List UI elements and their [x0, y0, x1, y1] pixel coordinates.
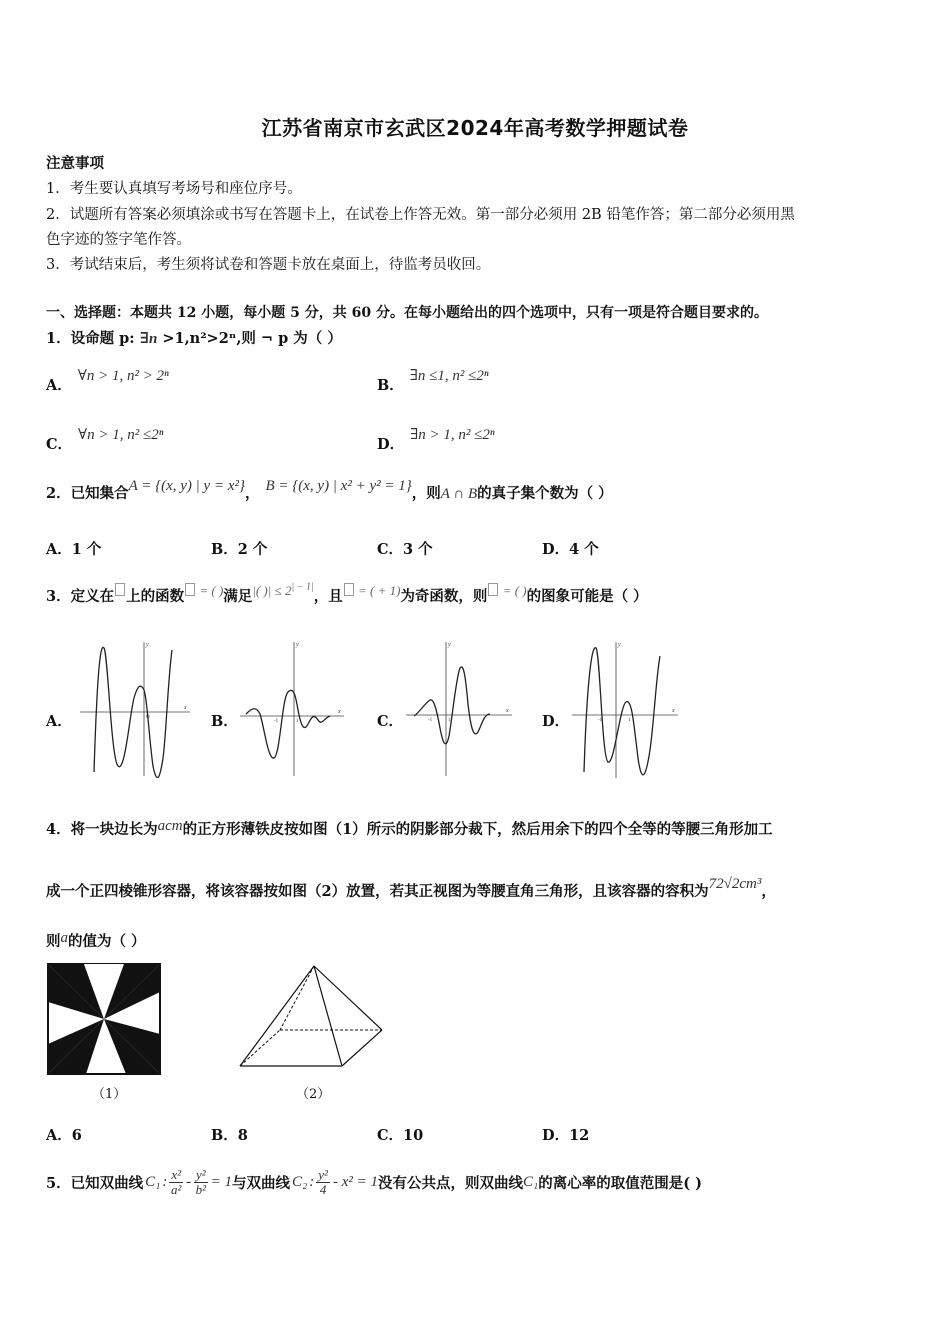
q4-line-1: 4．将一块边长为acm的正方形薄铁皮按如图（1）所示的阴影部分裁下，然后用余下的四个全等的等腰三角形加工: [46, 818, 773, 838]
q2-option-d: D．4 个: [542, 541, 599, 558]
q3-graph-a: [78, 638, 196, 778]
q4-figure-1: [46, 962, 162, 1076]
q3-stem: 3．定义在 上的函数 = ( )满足$^{|( )| \le 2^{| - 1|}}$，且 $^{= ( + 1)}$为奇函数，则 = ( )的图象可能是（ ）: [46, 581, 648, 605]
q4-figure-2-caption: （2）: [296, 1087, 331, 1102]
q1-option-c: C．∀n > 1, n² ≤2ⁿ: [46, 427, 164, 453]
q4-option-d: D．12: [542, 1127, 590, 1144]
svg-text:x: x: [672, 708, 675, 714]
svg-text:-1: -1: [598, 718, 603, 723]
q4-line-2: 成一个正四棱锥形容器，将该容器按如图（2）放置，若其正视图为等腰直角三角形，且该容器的容积为72√2cm³，: [46, 876, 776, 900]
svg-text:y: y: [296, 642, 299, 648]
q3-graph-b: [238, 638, 350, 778]
svg-text:x: x: [338, 709, 341, 715]
svg-text:x: x: [506, 708, 509, 714]
q2-option-b: B．2 个: [211, 541, 268, 558]
q3-option-d: D．: [542, 713, 570, 730]
svg-text:1: 1: [628, 718, 631, 723]
q3-graph-d: [570, 638, 684, 780]
q4-option-a: A．6: [46, 1127, 82, 1144]
notice-item-2a: 2．试题所有答案必须填涂或书写在答题卡上，在试卷上作答无效。第一部分必须用 2B 铅笔作答；第二部分必须用黑: [46, 207, 795, 223]
section-heading: 一、选择题：本题共 12 小题，每小题 5 分，共 60 分。在每小题给出的四个选项中，只有一项是符合题目要求的。: [46, 305, 768, 321]
q3-option-b: B．: [211, 713, 238, 730]
svg-text:1: 1: [296, 719, 299, 724]
notice-item-1: 1．考生要认真填写考场号和座位序号。: [46, 181, 302, 197]
q2-option-c: C．3 个: [377, 541, 433, 558]
q2-option-a: A．1 个: [46, 541, 102, 558]
notice-item-3: 3．考试结束后，考生须将试卷和答题卡放在桌面上，待监考员收回。: [46, 257, 491, 273]
svg-text:-1: -1: [274, 719, 279, 724]
svg-text:1: 1: [448, 718, 451, 723]
q4-option-b: B．8: [211, 1127, 248, 1144]
q3-option-c: C．: [377, 713, 404, 730]
svg-text:y: y: [618, 642, 621, 648]
q3-graph-c: [404, 638, 518, 778]
q1-option-a: A．∀n > 1, n² > 2ⁿ: [46, 368, 169, 394]
svg-text:x: x: [184, 705, 187, 711]
q4-figure-2: [236, 962, 388, 1074]
q1-stem: 1．设命题 p: ∃n >1,n²>2ⁿ,则 ¬ p 为（ ）: [46, 330, 342, 347]
svg-text:y: y: [146, 642, 149, 648]
q4-line-3: 则a的值为（ ）: [46, 930, 146, 950]
notice-heading: 注意事项: [46, 155, 104, 172]
q2-stem: 2．已知集合A = {(x, y) | y = x²}， B = {(x, y) | x² + y² = 1}，则A ∩ B的真子集个数为（ ）: [46, 478, 613, 502]
q1-option-d: D．∃n > 1, n² ≤2ⁿ: [377, 427, 495, 453]
page-title: 江苏省南京市玄武区2024年高考数学押题试卷: [261, 116, 689, 140]
q4-figure-1-caption: （1）: [92, 1087, 127, 1102]
svg-text:-1: -1: [428, 718, 433, 723]
svg-text:O: O: [146, 715, 150, 720]
q5-stem: 5．已知双曲线 C₁ : $\frac{\text{x²}}{\text{a²}}$ - $\frac{\text{y²}}{\text{b²}}$ = 1 与双曲线 C₂ : $\frac{\text{y²}}{4}$ - x² = 1 没有公共点，则双曲线 C₁ 的离心率的取值范围是( ): [46, 1166, 702, 1197]
notice-item-2b: 色字迹的签字笔作答。: [46, 232, 191, 248]
q1-option-b: B．∃n ≤1, n² ≤2ⁿ: [377, 368, 489, 394]
q3-option-a: A．: [46, 713, 72, 730]
q4-option-c: C．10: [377, 1127, 424, 1144]
svg-text:y: y: [448, 642, 451, 648]
